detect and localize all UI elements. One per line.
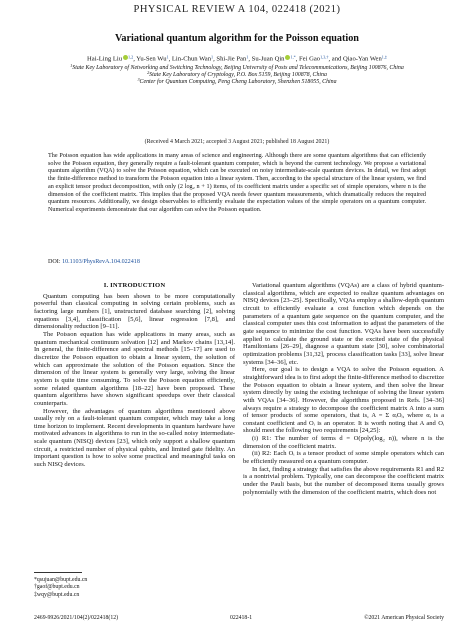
abstract: The Poisson equation has wide applications in many areas of science and engineering. Although there are some quantum algorithms that can efficiently solve the Poisson equation, they generally require a fault-tolerant quantum computer, which is beyond the current technology. We propose a variational quantum algorithm (VQA) to solve the Poisson equation, which can be executed on noisy intermediate-scale quantum devices. In detail, we first adopt the finite-difference method to transform the Poisson equation into a linear system. Then, according to the special structure of the linear system, we find an explicit tensor product decomposition, with only (2 log₂ n + 1) items, of its coefficient matrix under a specific set of simple operators, where n is the dimension of the coefficient matrix. This implies that the proposed VQA needs fewer quantum measurements, which dramatically reduces the required quantum resources. Additionally, we design observables to efficiently evaluate the expectation values of the simple operators on a quantum computer. Numerical experiments demonstrate that our algorithm can solve the Poisson equation. [48,153,426,213]
footer-issn: 2469-9926/2021/104(2)/022418(12) [34,615,119,621]
page-number: 022418-1 [229,615,253,621]
paragraph: (ii) R2: Each Oᵢ is a tensor product of some simple operators which can be efficiently measured on a quantum computer. [243,450,444,466]
author[interactable]: Shi-Jie Pan [216,55,247,63]
received-dates: (Received 4 March 2021; accepted 3 August 2021; published 18 August 2021) [144,139,330,145]
author[interactable]: Hai-Ling Liu [87,55,122,63]
paragraph: Quantum computing has been shown to be more computationally powerful than classical computing in solving certain problems, such as factoring large numbers [1], unstructured database searching [2], solving equations [3,4], classification [5,6], linear regression [7,8], and dimensionality reduction [9–11]. [34,292,235,331]
author[interactable]: Su-Juan Qin [251,55,285,63]
author[interactable]: Lin-Chun Wan [171,55,211,63]
orcid-icon[interactable] [123,55,128,60]
footnote-divider [34,572,82,573]
paragraph: Variational quantum algorithms (VQAs) are a class of hybrid quantum-classical algorithms, which are expected to realize quantum advantages on NISQ devices [23–25]. Specifically, VQAs employ a shallow-depth quantum circuit to efficiently evaluate a cost function which depends on the parameters of a quantum gate sequence on the quantum computer, and the classical computer uses this cost information to adjust the parameters of the gate sequence to minimize the cost function. VQAs have been successfully applied to calculate the ground state or the excited state of the physical Hamiltonians [26–29], diagnose a quantum state [30], solve combinatorial optimization problems [31,32], process classification tasks [33], solve linear systems [34–36], etc. [243,282,444,366]
paper-title: Variational quantum algorithm for the Poisson equation [115,33,359,44]
paragraph: (i) R1: The number of terms d = O(poly(log₂ n)), where n is the dimension of the coefficient matrix. [243,435,444,450]
paragraph: Here, our goal is to design a VQA to solve the Poisson equation. A straightforward idea is to first adopt the finite-difference method to discretize the Poisson equation to obtain a linear system, and then solve the linear system directly by using the existing technique of solving the linear system with VQAs [34–36]. However, the algorithms proposed in Refs. [34–36] always require a strategy to decompose the coefficient matrix A into a sum of tensor products of some operators, that is, A = Σ αᵢOᵢ, where αᵢ is a constant coefficient and Oᵢ is an operator. It is worth noting that A and Oᵢ should meet the following two requirements [24,25]: [243,366,444,435]
author[interactable]: Qiao-Yan Wen [342,55,382,63]
doi-link[interactable]: 10.1103/PhysRevA.104.022418 [62,259,140,265]
page-footer [34,615,444,621]
left-column [34,282,235,469]
footnote-email[interactable]: †gaof@bupt.edu.cn [34,584,80,591]
affiliations [20,65,454,87]
paragraph: However, the advantages of quantum algorithms mentioned above usually rely on a fault-tolerant quantum computer, which may take a long time horizon to implement. Recent developments in quantum hardware have motivated advances in algorithms to run in the so-called noisy intermediate-scale quantum (NISQ) devices [23], which only support a shallow quantum circuit, a restricted number of physical qubits, and limited gate fidelity. An important question is how to solve some practical and meaningful tasks on such NISQ devices. [34,407,235,469]
author-list: Hai-Ling Liu $^{1,2}$, Yu-Sen Wu$^1$, Lin-Chun Wan$^1$, Shi-Jie Pan$^1$, Su-Juan Qin $^{1,*}$, Fei Gao$^{1,3,\dagger}$, and Qiao-Yan Wen$^{1,\ddagger}$ [87,54,387,63]
author[interactable]: Yu-Sen Wu [136,55,167,63]
paragraph: The Poisson equation has wide applications in many areas, such as quantum mechanical continuum solvation [12] and Markov chains [13,14]. In general, the finite-difference and spectral methods [15–17] are used to discretize the Poisson equation to obtain a linear system, the solution of which can approximate the solution of the Poisson equation. Since the dimension of the linear system is generally very large, solving the linear system is quite time consuming. To solve the Poisson equation efficiently, some related quantum algorithms [18–22] have been proposed. These quantum algorithms have shown significant speedups over their classical counterparts. [34,330,235,407]
footnote-email[interactable]: ‡wqy@bupt.edu.cn [34,591,80,598]
affiliation: $^2$State Key Laboratory of Cryptology, P.O. Box 5159, Beijing 100878, China [147,70,327,79]
doi-label: DOI: [48,259,61,265]
journal-header: PHYSICAL REVIEW A 104, 022418 (2021) [133,4,341,15]
paragraph: In fact, finding a strategy that satisfies the above requirements R1 and R2 is a nontrivial problem. Typically, one can decompose the coefficient matrix under the Pauli basis, but the number of decomposed items usually grows polynomially with the dimension of the coefficient matrix, which does not [243,465,444,496]
affiliation: $^3$Center for Quantum Computing, Peng Cheng Laboratory, Shenzhen 518055, China [137,77,337,86]
doi-line [48,259,140,265]
section-heading: I. INTRODUCTION [103,282,166,289]
copyright: ©2021 American Physical Society [364,615,444,621]
footnotes [34,577,87,599]
right-column [243,282,444,496]
footnote-email[interactable]: *qsujuan@bupt.edu.cn [34,577,88,583]
affiliation: $^1$State Key Laboratory of Networking and Switching Technology, Beijing University of Posts and Telecommunications, Beijing 100876, China [70,63,404,71]
author[interactable]: Fei Gao [299,55,321,63]
